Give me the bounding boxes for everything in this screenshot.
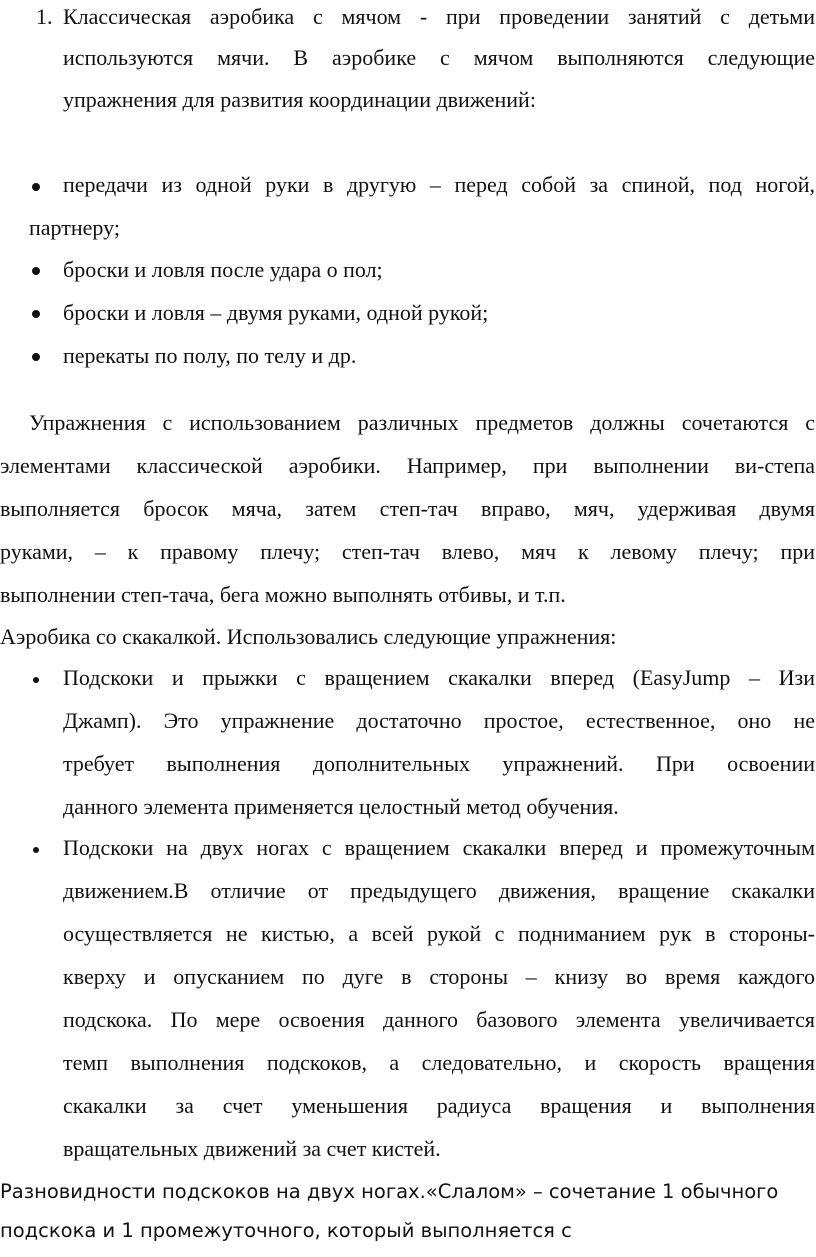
bullet-icon <box>29 180 43 194</box>
list-item: броски и ловля – двумя руками, одной рукой; <box>63 300 489 325</box>
list-item-line: движением.В отличие от предыдущего движения, вращение скакалки <box>63 878 815 903</box>
list-item-line: Подскоки и прыжки с вращением скакалки вперед (EasyJump – Изи <box>63 665 815 690</box>
footer-line: подскока и 1 промежуточного, который выполняется с <box>0 1219 572 1242</box>
bullet-icon <box>29 673 43 687</box>
list-item-line: подскока. По мере освоения данного базового элемента увеличивается <box>63 1007 815 1032</box>
bullet-icon <box>29 307 43 321</box>
list-item-line: скакалки за счет уменьшения радиуса вращения и выполнения <box>63 1093 815 1118</box>
footer-line: Разновидности подскоков на двух ногах.«Слалом» – сочетание 1 обычного <box>0 1180 779 1203</box>
item1-line-2: используются мячи. В аэробике с мячом выполняются следующие <box>63 45 815 70</box>
list-item-line: кверху и опусканием по дуге в стороны – книзу во время каждого <box>63 964 815 989</box>
list-item-line: темп выполнения подскоков, а следовательно, и скорость вращения <box>63 1050 815 1075</box>
list-item-line: требует выполнения дополнительных упражнений. При освоении <box>63 751 815 776</box>
list-item-line: вращательных движений за счет кистей. <box>63 1136 441 1161</box>
list-item-line: Подскоки на двух ногах с вращением скакалки вперед и промежуточным <box>63 835 815 860</box>
list-item: перекаты по полу, по телу и др. <box>63 343 357 368</box>
paragraph-line: Упражнения с использованием различных предметов должны сочетаются с <box>29 410 815 435</box>
bullet-icon <box>29 843 43 857</box>
list-item-line: партнеру; <box>29 215 120 240</box>
item1-line-1: Классическая аэробика с мячом - при проведении занятий с детьми <box>63 4 815 29</box>
list-item-line: передачи из одной руки в другую – перед собой за спиной, под ногой, <box>63 172 815 197</box>
paragraph-line: элементами классической аэробики. Например, при выполнении ви-степа <box>0 453 815 478</box>
section-heading-rope: Аэробика со скакалкой. Использовались следующие упражнения: <box>0 624 617 649</box>
list-item-line: данного элемента применяется целостный метод обучения. <box>63 794 619 819</box>
list-item-line: Джамп). Это упражнение достаточно простое, естественное, оно не <box>63 708 815 733</box>
list-item: броски и ловля после удара о пол; <box>63 257 383 282</box>
paragraph-line: выполняется бросок мяча, затем степ-тач вправо, мяч, удерживая двумя <box>0 496 815 521</box>
bullet-icon <box>29 264 43 278</box>
list-number: 1. <box>36 4 53 29</box>
paragraph-line: выполнении степ-тача, бега можно выполнять отбивы, и т.п. <box>0 582 566 607</box>
list-item-line: осуществляется не кистью, а всей рукой с подниманием рук в стороны- <box>63 921 815 946</box>
item1-line-3: упражнения для развития координации движений: <box>63 87 536 112</box>
paragraph-line: руками, – к правому плечу; степ-тач влево, мяч к левому плечу; при <box>0 539 815 564</box>
bullet-icon <box>29 350 43 364</box>
